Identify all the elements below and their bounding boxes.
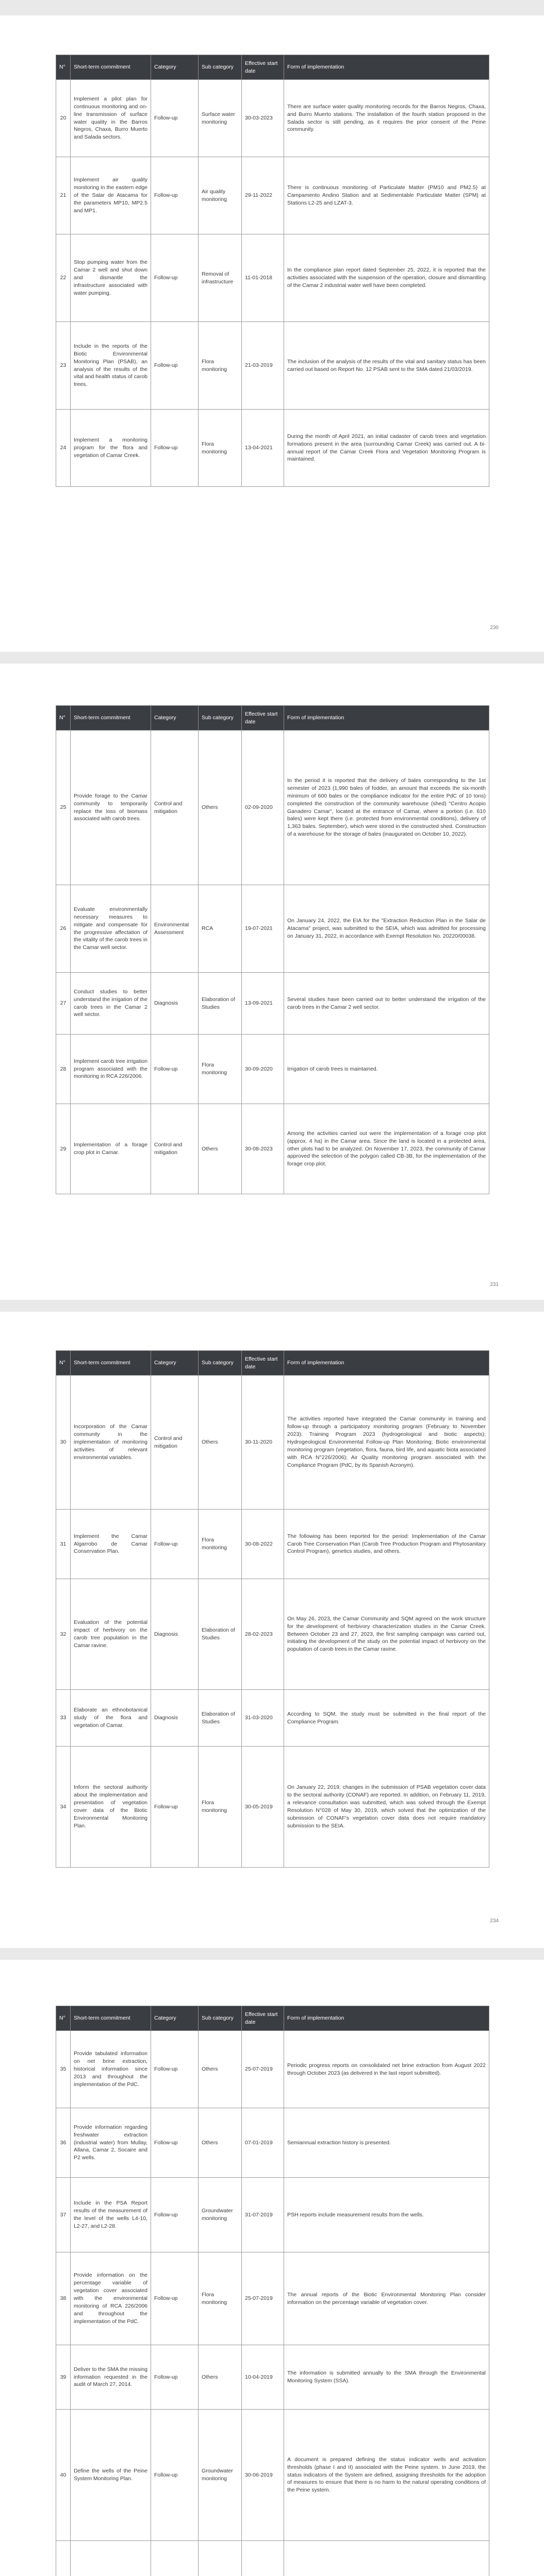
document-page-1 — [0, 15, 544, 652]
page-number: 231 — [490, 1282, 499, 1287]
form-cell: On January 22, 2019, changes in the submission of PSAB vegetation cover data to the sectoral authority (CONAF) are reported. In addition, on February 11, 2019, a relevance consultation was submitted, which was solved through the Exempt Resolution N°028 of May 30, 2019, which solved that the optimization of the submission of CONAF's vegetation cover data does not require mandatory submission to the SEIA. — [284, 1747, 489, 1868]
subcategory-cell: Others — [199, 731, 242, 885]
table-row — [56, 2178, 489, 2252]
table-row — [56, 973, 489, 1035]
subcategory-cell: Others — [199, 2345, 242, 2410]
category-cell: Follow-up — [151, 410, 199, 487]
column-header-start: Effective start date — [242, 55, 284, 80]
number-cell: 33 — [56, 1690, 71, 1747]
column-header-subcategory: Sub category — [199, 55, 242, 80]
commitment-cell: Provide forage to the Camar community to temporarily replace the loss of biomass associated with carob trees. — [71, 731, 151, 885]
category-cell: Control and mitigation — [151, 1376, 199, 1510]
column-header-category: Category — [151, 706, 199, 731]
category-cell: Follow-up — [151, 2178, 199, 2252]
table-row — [56, 885, 489, 973]
commitment-cell: Incorporation of the Camar community in the implementation of monitoring activities of relevant environmental variables. — [71, 1376, 151, 1510]
subcategory-cell — [199, 2541, 242, 2576]
column-header-form: Form of implementation — [284, 2006, 489, 2031]
number-cell: 37 — [56, 2178, 71, 2252]
column-header-category: Category — [151, 1351, 199, 1376]
category-cell: Follow-up — [151, 322, 199, 410]
category-cell: Follow-up — [151, 1035, 199, 1104]
commitment-cell: Implement the Camar Algarrobo de Camar Conservation Plan. — [71, 1510, 151, 1579]
subcategory-cell: Flora monitoring — [199, 1035, 242, 1104]
column-header-no: N° — [56, 706, 71, 731]
table-row — [56, 2031, 489, 2108]
column-header-no: N° — [56, 1351, 71, 1376]
category-cell — [151, 2541, 199, 2576]
commitment-cell: Implement a pilot plan for continuous monitoring and on-line transmission of surface water quality in the Barros Negros, Chaxa, Burro Muerto and Salada sectors. — [71, 80, 151, 157]
number-cell: 24 — [56, 410, 71, 487]
column-header-commitment: Short-term commitment — [71, 706, 151, 731]
form-cell: The inclusion of the analysis of the results of the vital and sanitary status has been carried out based on Report No. 12 PSAB sent to the SMA dated 21/03/2019. — [284, 322, 489, 410]
start-date-cell: 29-11-2022 — [242, 157, 284, 234]
number-cell: 20 — [56, 80, 71, 157]
number-cell — [56, 2541, 71, 2576]
column-header-subcategory: Sub category — [199, 2006, 242, 2031]
form-cell: Irrigation of carob trees is maintained. — [284, 1035, 489, 1104]
subcategory-cell: Removal of infrastructure — [199, 234, 242, 322]
number-cell: 21 — [56, 157, 71, 234]
number-cell: 26 — [56, 885, 71, 973]
subcategory-cell: Others — [199, 2108, 242, 2178]
column-header-start: Effective start date — [242, 2006, 284, 2031]
start-date-cell: 30-06-2019 — [242, 2410, 284, 2541]
subcategory-cell: Groundwater monitoring — [199, 2410, 242, 2541]
commitment-cell: Implement air quality monitoring in the eastern edge of the Salar de Atacama for the parameters MP10, MP2.5 and MP1. — [71, 157, 151, 234]
commitment-cell: Stop pumping water from the Camar 2 well and shut down and dismantle the infrastructure associated with water pumping. — [71, 234, 151, 322]
number-cell: 27 — [56, 973, 71, 1035]
table-row — [56, 2108, 489, 2178]
form-cell: According to SQM, the study must be submitted in the final report of the Compliance Program. — [284, 1690, 489, 1747]
table-row — [56, 234, 489, 322]
number-cell: 23 — [56, 322, 71, 410]
form-cell: Periodic progress reports on consolidated net brine extraction from August 2022 through October 2023 (as delivered in the last report submitted). — [284, 2031, 489, 2108]
start-date-cell: 30-11-2020 — [242, 1376, 284, 1510]
table-row — [56, 1104, 489, 1194]
document-page-4 — [0, 1960, 544, 2576]
category-cell: Diagnosis — [151, 973, 199, 1035]
table-row — [56, 2410, 489, 2541]
commitment-cell: Inform the sectoral authority about the implementation and presentation of vegetation cover data of the Biotic Environmental Monitoring Plan. — [71, 1747, 151, 1868]
commitment-cell: Include in the reports of the Biotic Environmental Monitoring Plan (PSAB), an analysis of the results of the vital and health status of carob trees. — [71, 322, 151, 410]
column-header-form: Form of implementation — [284, 706, 489, 731]
category-cell: Follow-up — [151, 2252, 199, 2345]
commitments-table — [56, 2006, 489, 2576]
subcategory-cell: Groundwater monitoring — [199, 2178, 242, 2252]
subcategory-cell: Others — [199, 2031, 242, 2108]
form-cell: During the month of April 2021, an initial cadaster of carob trees and vegetation formations present in the area (surrounding Camar Creek) was carried out. A bi-annual report of the Camar Creek Flora and Vegetation Monitoring Program is maintained. — [284, 410, 489, 487]
form-cell: Among the activities carried out were the implementation of a forage crop plot (approx. 4 ha) in the Camar area. Since the land is located in a protected area, other plots had to be analyzed. On November 17, 2023, the community of Camar approved the selection of the polygon called CB-3B, for the implementation of the forage crop plot. — [284, 1104, 489, 1194]
start-date-cell: 10-04-2019 — [242, 2345, 284, 2410]
subcategory-cell: Flora monitoring — [199, 322, 242, 410]
number-cell: 22 — [56, 234, 71, 322]
column-header-start: Effective start date — [242, 706, 284, 731]
commitment-cell: Implement a monitoring program for the flora and vegetation of Camar Creek. — [71, 410, 151, 487]
category-cell: Follow-up — [151, 234, 199, 322]
commitment-cell: Define the wells of the Peine System Monitoring Plan. — [71, 2410, 151, 2541]
form-cell: The annual reports of the Biotic Environmental Monitoring Plan consider information on the percentage variable of vegetation cover. — [284, 2252, 489, 2345]
commitments-table — [56, 705, 489, 1194]
number-cell: 30 — [56, 1376, 71, 1510]
table-row — [56, 1376, 489, 1510]
column-header-start: Effective start date — [242, 1351, 284, 1376]
start-date-cell: 25-07-2019 — [242, 2031, 284, 2108]
form-cell: A document is prepared defining the status indicator wells and activation thresholds (phase I and II) associated with the Peine system. In June 2019, the status indicators of the System are defined, assigning thresholds for the adoption of measures to ensure that there is no harm to the natural operating conditions of the Peine system. — [284, 2410, 489, 2541]
category-cell: Follow-up — [151, 157, 199, 234]
number-cell: 40 — [56, 2410, 71, 2541]
table-row — [56, 322, 489, 410]
column-header-subcategory: Sub category — [199, 1351, 242, 1376]
subcategory-cell: Elaboration of Studies — [199, 1579, 242, 1690]
table-row — [56, 2345, 489, 2410]
start-date-cell: 30-03-2023 — [242, 80, 284, 157]
table-row — [56, 157, 489, 234]
number-cell: 32 — [56, 1579, 71, 1690]
form-cell: The following has been reported for the period: Implementation of the Camar Carob Tree Conservation Plan (Carob Tree Production Program and Phytosanitary Control Program), genetics studies, and others. — [284, 1510, 489, 1579]
category-cell: Follow-up — [151, 80, 199, 157]
start-date-cell: 30-08-2022 — [242, 1510, 284, 1579]
subcategory-cell: Flora monitoring — [199, 1747, 242, 1868]
start-date-cell: 13-09-2021 — [242, 973, 284, 1035]
subcategory-cell: Surface water monitoring — [199, 80, 242, 157]
table-row — [56, 1510, 489, 1579]
subcategory-cell: Flora monitoring — [199, 1510, 242, 1579]
form-cell: In the compliance plan report dated September 25, 2022, it is reported that the activities associated with the suspension of the operation, closure and dismantling of the Camar 2 industrial water well have been completed. — [284, 234, 489, 322]
category-cell: Follow-up — [151, 1747, 199, 1868]
number-cell: 39 — [56, 2345, 71, 2410]
document-page-2 — [0, 664, 544, 1300]
table-row — [56, 1690, 489, 1747]
category-cell: Environmental Assessment — [151, 885, 199, 973]
document-page-3 — [0, 1312, 544, 1948]
category-cell: Control and mitigation — [151, 731, 199, 885]
commitment-cell: Evaluate environmentally necessary measures to mitigate and compensate for the progressive affectation of the vitality of the carob trees in the Camar well sector. — [71, 885, 151, 973]
start-date-cell: 30-05-2019 — [242, 1747, 284, 1868]
subcategory-cell: Flora monitoring — [199, 2252, 242, 2345]
category-cell: Diagnosis — [151, 1579, 199, 1690]
column-header-subcategory: Sub category — [199, 706, 242, 731]
start-date-cell: 25-07-2019 — [242, 2252, 284, 2345]
table-row — [56, 731, 489, 885]
start-date-cell: 30-08-2023 — [242, 1104, 284, 1194]
subcategory-cell: Elaboration of Studies — [199, 973, 242, 1035]
category-cell: Follow-up — [151, 2345, 199, 2410]
subcategory-cell: Others — [199, 1104, 242, 1194]
column-header-category: Category — [151, 2006, 199, 2031]
page-number: 234 — [490, 1918, 499, 1924]
commitment-cell — [71, 2541, 151, 2576]
number-cell: 28 — [56, 1035, 71, 1104]
commitment-cell: Elaborate an ethnobotanical study of the flora and vegetation of Camar. — [71, 1690, 151, 1747]
commitment-cell: Implement carob tree irrigation program associated with the monitoring in RCA 226/2006. — [71, 1035, 151, 1104]
table-row — [56, 1747, 489, 1868]
subcategory-cell: Flora monitoring — [199, 410, 242, 487]
number-cell: 36 — [56, 2108, 71, 2178]
number-cell: 38 — [56, 2252, 71, 2345]
form-cell — [284, 2541, 489, 2576]
column-header-form: Form of implementation — [284, 55, 489, 80]
start-date-cell: 31-07-2019 — [242, 2178, 284, 2252]
start-date-cell — [242, 2541, 284, 2576]
column-header-no: N° — [56, 2006, 71, 2031]
commitment-cell: Provide tabulated information on net brine extraction, historical information since 2013 and throughout the implementation of the PdC. — [71, 2031, 151, 2108]
form-cell: Semiannual extraction history is presented. — [284, 2108, 489, 2178]
form-cell: The information is submitted annually to the SMA through the Environmental Monitoring System (SSA). — [284, 2345, 489, 2410]
subcategory-cell: Elaboration of Studies — [199, 1690, 242, 1747]
form-cell: On May 26, 2023, the Camar Community and SQM agreed on the work structure for the development of herbivory characterization studies in the Camar Creek. Between October 23 and 27, 2023, the first sampling campaign was carried out, initiating the development of the study on the potential impact of herbivory on the population of carob trees in the Camar ravine. — [284, 1579, 489, 1690]
table-row — [56, 80, 489, 157]
form-cell: PSH reports include measurement results from the wells. — [284, 2178, 489, 2252]
form-cell: On January 24, 2022, the EIA for the "Extraction Reduction Plan in the Salar de Atacama" project, was submitted to the SEIA, which was admitted for processing on January 31, 2022, in accordance with Exempt Resolution No. 20220/00038. — [284, 885, 489, 973]
commitment-cell: Conduct studies to better understand the irrigation of the carob trees in the Camar 2 well sector. — [71, 973, 151, 1035]
commitment-cell: Implementation of a forage crop plot in Camar. — [71, 1104, 151, 1194]
commitments-table — [56, 55, 489, 487]
form-cell: In the period it is reported that the delivery of bales corresponding to the 1st semester of 2023 (1,990 bales of fodder, an amount that exceeds the six-month minimum of 600 bales or the compliance indicator for the entire PdC of 10 tons) completed the construction of the community warehouse (shed) "Centro Acopio Ganadero Camar", located at the entrance of Camar, where a portion (i.e. 610 bales) were kept there (i.e. protected from environmental conditions), delivery of 1,363 bales. September), which were stored in the constructed shed. Construction of a warehouse for the storage of bales (inaugurated on October 10, 2022). — [284, 731, 489, 885]
commitment-cell: Include in the PSA Report results of the measurement of the level of the wells L4-10, L2-27, and L2-28. — [71, 2178, 151, 2252]
category-cell: Control and mitigation — [151, 1104, 199, 1194]
category-cell: Follow-up — [151, 2031, 199, 2108]
commitment-cell: Evaluation of the potential impact of herbivory on the carob tree population in the Camar ravine. — [71, 1579, 151, 1690]
start-date-cell: 31-03-2020 — [242, 1690, 284, 1747]
table-row — [56, 410, 489, 487]
number-cell: 25 — [56, 731, 71, 885]
form-cell: The activities reported have integrated the Camar community in training and follow-up through a participatory monitoring program (February to November 2023): Training Program 2023 (hydrogeological and biotic aspects); Hydrogeological Environmental Follow-up Plan Monitoring; Biotic environmental monitoring program (vegetation, flora, fauna, bird life, and aquatic biota associated with RCA N°226/2006); Air Quality monitoring program associated with the Compliance Program (PdC, by its Spanish Acronym). — [284, 1376, 489, 1510]
category-cell: Follow-up — [151, 2108, 199, 2178]
table-header-row — [56, 55, 489, 80]
category-cell: Diagnosis — [151, 1690, 199, 1747]
category-cell: Follow-up — [151, 1510, 199, 1579]
page-number: 230 — [490, 625, 499, 631]
start-date-cell: 30-09-2020 — [242, 1035, 284, 1104]
number-cell: 34 — [56, 1747, 71, 1868]
start-date-cell: 11-01-2018 — [242, 234, 284, 322]
start-date-cell: 28-02-2023 — [242, 1579, 284, 1690]
column-header-category: Category — [151, 55, 199, 80]
table-row — [56, 1579, 489, 1690]
start-date-cell: 13-04-2021 — [242, 410, 284, 487]
table-row — [56, 2252, 489, 2345]
table-row — [56, 1035, 489, 1104]
table-header-row — [56, 1351, 489, 1376]
number-cell: 31 — [56, 1510, 71, 1579]
subcategory-cell: RCA — [199, 885, 242, 973]
start-date-cell: 02-09-2020 — [242, 731, 284, 885]
number-cell: 29 — [56, 1104, 71, 1194]
start-date-cell: 07-01-2019 — [242, 2108, 284, 2178]
category-cell: Follow-up — [151, 2410, 199, 2541]
column-header-commitment: Short-term commitment — [71, 55, 151, 80]
subcategory-cell: Others — [199, 1376, 242, 1510]
column-header-commitment: Short-term commitment — [71, 1351, 151, 1376]
commitment-cell: Provide information regarding freshwater extraction (industrial water) from Mullay, Allana, Camar 2, Socaire and P2 wells. — [71, 2108, 151, 2178]
form-cell: Several studies have been carried out to better understand the irrigation of the carob trees in the Camar 2 well sector. — [284, 973, 489, 1035]
table-header-row — [56, 706, 489, 731]
form-cell: There are surface water quality monitoring records for the Barros Negros, Chaxa, and Burro Muerto stations. The installation of the fourth station proposed in the Salada sector is still pending, as it requires the prior consent of the Peine community. — [284, 80, 489, 157]
column-header-commitment: Short-term commitment — [71, 2006, 151, 2031]
table-row — [56, 2541, 489, 2576]
commitments-table — [56, 1350, 489, 1868]
column-header-form: Form of implementation — [284, 1351, 489, 1376]
commitment-cell: Deliver to the SMA the missing information requested in the audit of March 27, 2014. — [71, 2345, 151, 2410]
column-header-no: N° — [56, 55, 71, 80]
start-date-cell: 19-07-2021 — [242, 885, 284, 973]
commitment-cell: Provide information on the percentage variable of vegetation cover associated with the environmental monitoring of RCA 226/2006 and throughout the implementation of the PdC. — [71, 2252, 151, 2345]
subcategory-cell: Air quality monitoring — [199, 157, 242, 234]
table-header-row — [56, 2006, 489, 2031]
form-cell: There is continuous monitoring of Particulate Matter (PM10 and PM2.5) at Campamento Andino Station and at Sedimentable Particulate Matter (SPM) at Stations L2-25 and LZAT-3. — [284, 157, 489, 234]
number-cell: 35 — [56, 2031, 71, 2108]
start-date-cell: 21-03-2019 — [242, 322, 284, 410]
